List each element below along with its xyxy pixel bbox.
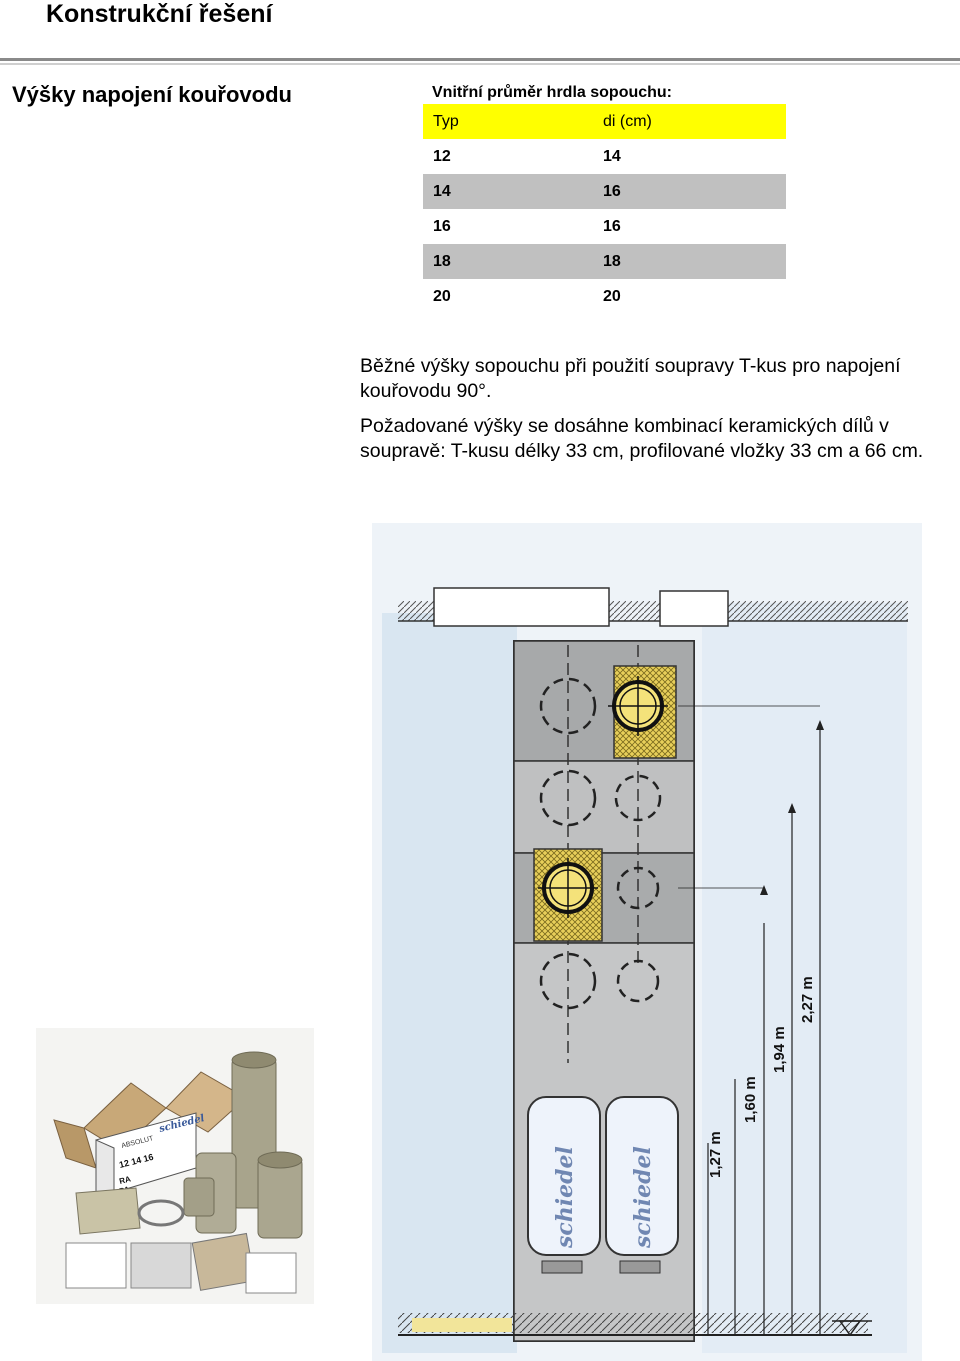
table-cell: 18 xyxy=(423,244,603,279)
table-cell: 14 xyxy=(423,174,603,209)
header-rule-shadow xyxy=(0,63,960,65)
page-title: Konstrukční řešení xyxy=(46,0,273,28)
header-cell-di: di (cm) xyxy=(603,104,786,139)
table-cell: 16 xyxy=(603,209,786,244)
door-brand-right: schiedel xyxy=(630,1146,656,1248)
section-title: Výšky napojení kouřovodu xyxy=(12,82,292,107)
table-row xyxy=(423,174,786,209)
table-cell: 20 xyxy=(603,279,786,314)
header-rule xyxy=(0,58,960,61)
table-caption: Vnitřní průměr hrdla sopouchu: xyxy=(432,84,673,101)
header-cell-type: Typ xyxy=(423,104,603,139)
paragraph-combination: Požadované výšky se dosáhne kombinací keramických dílů v soupravě: T-kusu délky 33 cm, profilované vložky 33 cm a 66 cm. xyxy=(360,415,924,462)
height-label-194: 1,94 m xyxy=(771,1026,788,1073)
table-cell: 14 xyxy=(603,139,786,174)
table-cell: 16 xyxy=(603,174,786,209)
table-cell: 18 xyxy=(603,244,786,279)
table-row xyxy=(423,244,786,279)
table-cell: 12 xyxy=(423,139,603,174)
height-label-160: 1,60 m xyxy=(742,1076,759,1123)
table-row xyxy=(423,279,786,314)
height-label-127: 1,27 m xyxy=(707,1131,724,1178)
box-code-ra: RA xyxy=(118,1174,132,1186)
height-label-227: 2,27 m xyxy=(799,976,816,1023)
product-kit-photo xyxy=(36,1028,314,1304)
table-header-row xyxy=(423,104,786,139)
paragraph-typical-heights: Běžné výšky sopouchu při použití soupravy T-kus pro napojení kouřovodu 90°. xyxy=(360,355,901,402)
table-row xyxy=(423,209,786,244)
door-brand-left: schiedel xyxy=(552,1146,578,1248)
table-row xyxy=(423,139,786,174)
table-cell: 16 xyxy=(423,209,603,244)
box-brand: schiedel xyxy=(158,1113,206,1135)
table-cell: 20 xyxy=(423,279,603,314)
diameter-table xyxy=(423,104,786,314)
box-label: ABSOLUT xyxy=(120,1135,155,1150)
box-sizes: 12 14 16 xyxy=(118,1151,155,1170)
chimney-drawing xyxy=(362,523,922,1361)
